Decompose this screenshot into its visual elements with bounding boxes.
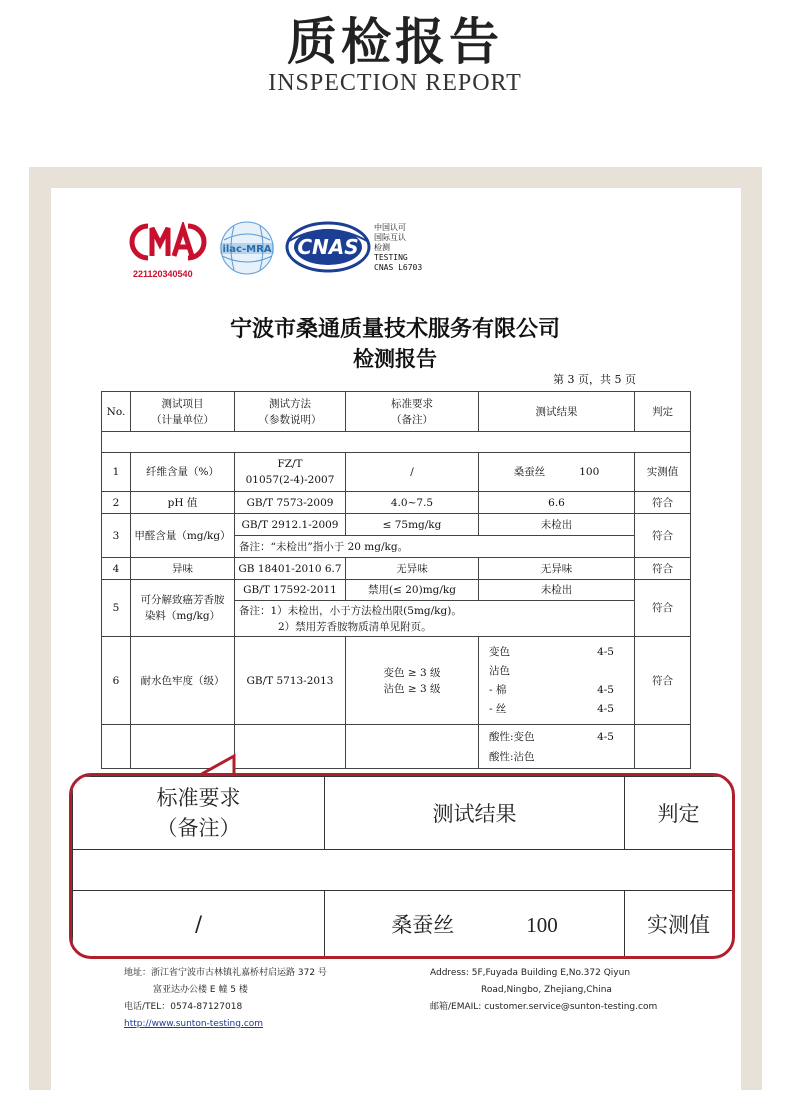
zoom-header-row bbox=[73, 777, 733, 850]
header-verdict: 判定 bbox=[635, 392, 691, 432]
zoomed-table bbox=[72, 776, 733, 957]
zoom-result-value: 桑蚕丝 100 bbox=[325, 891, 625, 957]
zoom-header-standard-note: （备注） bbox=[156, 815, 241, 840]
footer-contact-en: Address: 5F,Fuyada Building E,No.372 Qiyun Road,Ningbo, Zhejiang,China 邮箱/EMAIL: customer.service@sunton-testing.com bbox=[430, 965, 657, 1016]
zoom-header-verdict: 判定 bbox=[625, 777, 733, 850]
zoom-verdict-value: 实测值 bbox=[625, 891, 733, 957]
header-item: 测试项目 （计量单位） bbox=[131, 392, 235, 432]
zoom-header-standard: 标准要求 bbox=[156, 785, 241, 810]
header-standard: 标准要求 （备注） bbox=[346, 392, 479, 432]
cnas-accreditation-text: 中国认可 国际互认 检测 TESTING CNAS L6703 bbox=[374, 223, 423, 272]
table-row: 4 异味 GB 18401-2010 6.7 无异味 无异味 符合 bbox=[102, 558, 691, 580]
page-subtitle: INSPECTION REPORT bbox=[268, 70, 522, 96]
cma-number: 221120340540 bbox=[133, 269, 193, 279]
svg-text:ilac-MRA: ilac-MRA bbox=[222, 244, 272, 255]
zoom-callout bbox=[69, 773, 735, 959]
table-row: 3 甲醛含量（mg/kg） GB/T 2912.1-2009 ≤ 75mg/kg 未检出 符合 bbox=[102, 514, 691, 536]
page-indicator: 第 3 页，共 5 页 bbox=[553, 373, 636, 386]
table-row: 酸性:变色 4-5 酸性:沾色 bbox=[102, 725, 691, 769]
email-text: 邮箱/EMAIL: customer.service@sunton-testing.com bbox=[430, 1002, 658, 1012]
company-name: 宁波市桑通质量技术服务有限公司 bbox=[229, 317, 560, 342]
document-title: 检测报告 bbox=[353, 347, 437, 371]
table-row: 5 可分解致癌芳香胺 染料（mg/kg） GB/T 17592-2011 禁用(≤ 20)mg/kg 未检出 符合 bbox=[102, 580, 691, 601]
zoom-data-row bbox=[73, 891, 733, 957]
header-method: 测试方法 （参数说明） bbox=[235, 392, 346, 432]
zoom-header-result: 测试结果 bbox=[325, 777, 625, 850]
website-link[interactable]: http://www.sunton-testing.com bbox=[124, 1019, 264, 1029]
zoom-spacer-row bbox=[73, 850, 733, 891]
page-title: 质检报告 bbox=[287, 12, 503, 71]
ilac-mra-logo-icon bbox=[214, 220, 280, 276]
table-note-row: 备注：1）未检出，小于方法检出限(5mg/kg)。 2）禁用芳香胺物质清单见附页。 bbox=[102, 601, 691, 637]
test-results-table bbox=[101, 391, 691, 769]
table-note-row: 备注：“未检出”指小于 20 mg/kg。 bbox=[102, 536, 691, 558]
header-result: 测试结果 bbox=[479, 392, 635, 432]
footer-contact-cn: 地址：浙江省宁波市古林镇礼嘉桥村启运路 372 号 富亚达办公楼 E 幢 5 楼 电话/TEL：0574-87127018 http://www.sunton-testing.com bbox=[124, 965, 327, 1033]
table-header-row bbox=[102, 392, 691, 432]
cma-logo-icon bbox=[128, 222, 208, 262]
header-no: No. bbox=[102, 392, 131, 432]
table-spacer-row bbox=[102, 432, 691, 453]
svg-text:CNAS: CNAS bbox=[297, 235, 359, 259]
table-row: 6 耐水色牢度（级） GB/T 5713-2013 变色 ≥ 3 级 沾色 ≥ 3 级 变色 4-5 沾色 - 棉 4-5 - 丝 4-5 符合 bbox=[102, 637, 691, 725]
cnas-logo-icon bbox=[285, 221, 371, 273]
table-row: 2 pH 值 GB/T 7573-2009 4.0~7.5 6.6 符合 bbox=[102, 492, 691, 514]
zoom-standard-value: / bbox=[73, 891, 325, 957]
table-row: 1 纤维含量（%） FZ/T 01057(2-4)-2007 / 桑蚕丝 100 实测值 bbox=[102, 453, 691, 492]
